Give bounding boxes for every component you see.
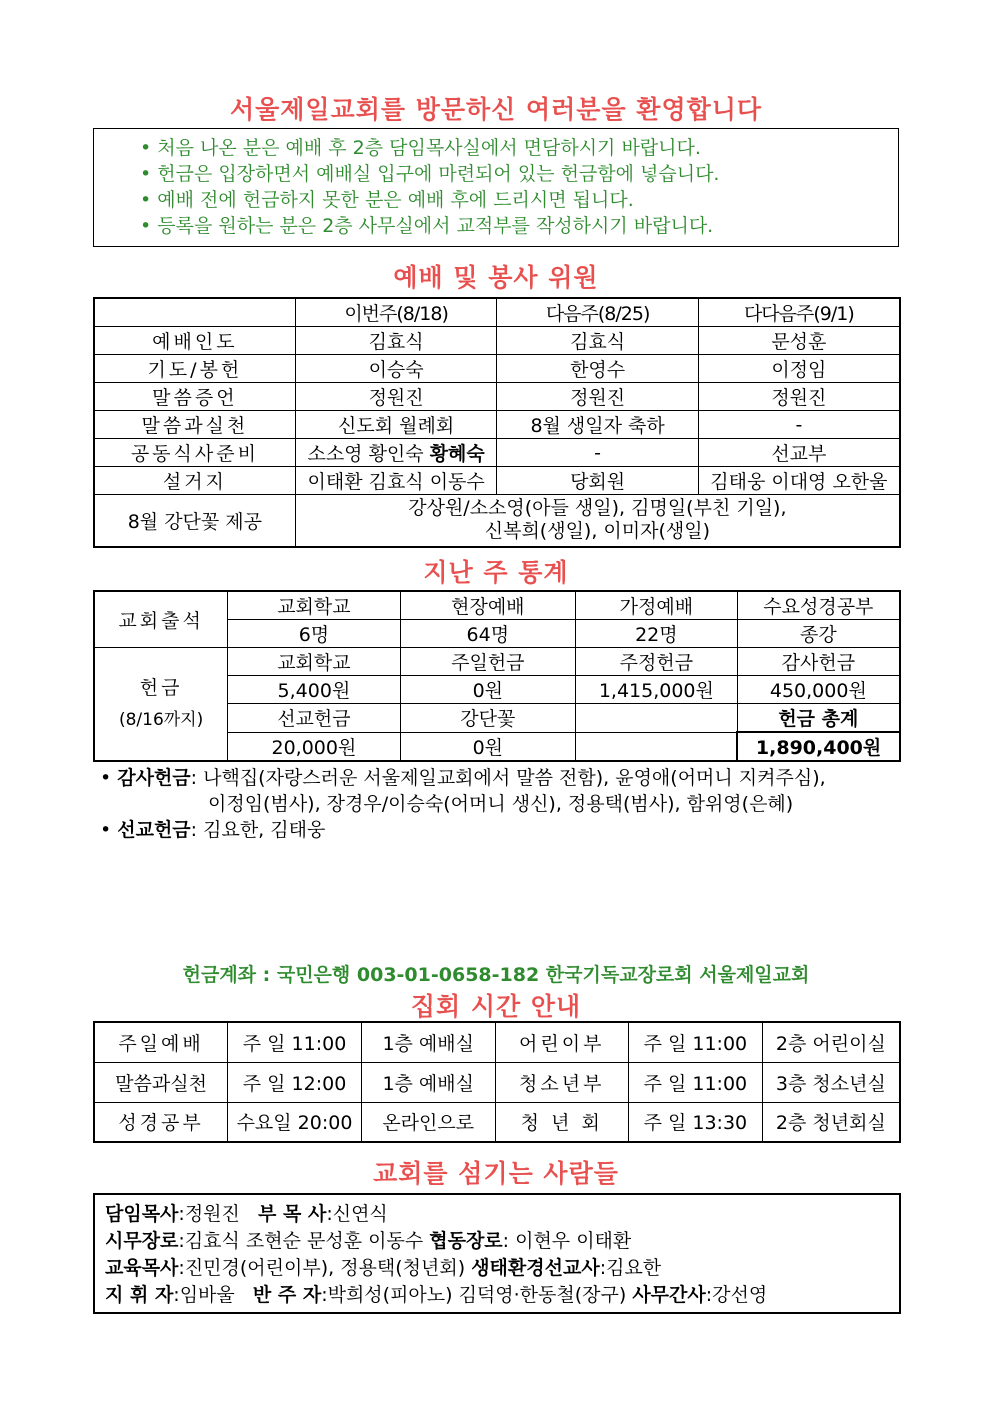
stats-row	[94, 591, 900, 620]
staff-role: 지 휘 자	[105, 1284, 174, 1306]
staff-role: 반 주 자	[252, 1284, 322, 1306]
mission-line: • 선교헌금: 김요한, 김태웅	[100, 819, 326, 841]
stats-header: 가정예배	[576, 591, 738, 620]
stats-value: 450,000원	[737, 676, 900, 704]
stats-table	[93, 590, 901, 762]
stats-header: 주일헌금	[400, 648, 575, 676]
schedule-cell: 2층 청년회실	[762, 1102, 900, 1142]
service-header: 다다음주(9/1)	[698, 298, 900, 327]
stats-value: 0원	[400, 732, 575, 761]
schedule-cell: 어린이부	[495, 1022, 629, 1062]
stats-header: 강단꽃	[400, 704, 575, 733]
service-header	[94, 298, 295, 327]
staff-title: 교회를 섬기는 사람들	[373, 1159, 619, 1188]
offering-label-cell	[94, 648, 228, 762]
meal-names: 소소영 황인숙	[307, 443, 430, 465]
staff-line	[105, 1201, 899, 1228]
staff-line	[105, 1255, 899, 1282]
offering-notes	[100, 765, 826, 843]
schedule-cell: 주 일 11:00	[629, 1062, 763, 1102]
service-role: 공동식사준비	[94, 439, 295, 467]
staff-line	[105, 1228, 899, 1255]
flower-line: 신복희(생일), 이미자(생일)	[484, 520, 711, 543]
service-cell: 김효식	[295, 327, 497, 355]
schedule-cell: 1층 예배실	[361, 1022, 495, 1062]
schedule-cell: 주 일 13:30	[629, 1102, 763, 1142]
staff-names: :김요한	[599, 1257, 662, 1279]
thanks-line-2: 이정임(범사), 장경우/이승숙(어머니 생신), 정용택(범사), 함위영(은혜)	[208, 793, 794, 815]
staff-role: 생태환경선교사	[471, 1257, 600, 1279]
service-row	[94, 355, 900, 383]
staff-names: :임바울	[173, 1284, 253, 1306]
stats-header: 주정헌금	[576, 648, 738, 676]
schedule-row	[94, 1062, 900, 1102]
stats-value: 20,000원	[228, 732, 400, 761]
stats-value: 종강	[737, 620, 900, 648]
service-cell: 선교부	[698, 439, 900, 467]
flower-row	[94, 495, 900, 547]
service-role: 기도/봉헌	[94, 355, 295, 383]
thanks-text: : 나핵집(자랑스러운 서울제일교회에서 말씀 전함), 윤영애(어머니 지켜주심),	[190, 767, 826, 789]
service-header: 다음주(8/25)	[497, 298, 698, 327]
service-cell: -	[698, 411, 900, 439]
service-cell: 김태웅 이대영 오한울	[698, 467, 900, 495]
service-role: 설거지	[94, 467, 295, 495]
staff-names: :진민경(어린이부), 정용택(청년회)	[178, 1257, 472, 1279]
service-cell: 문성훈	[698, 327, 900, 355]
stats-header: 수요성경공부	[737, 591, 900, 620]
service-role: 말씀증언	[94, 383, 295, 411]
staff-role: 담임목사	[105, 1203, 179, 1225]
schedule-cell: 1층 예배실	[361, 1062, 495, 1102]
flower-cell	[295, 495, 900, 547]
service-cell: 정원진	[497, 383, 698, 411]
stats-value: 5,400원	[228, 676, 400, 704]
welcome-item: • 헌금은 입장하면서 예배실 입구에 마련되어 있는 헌금함에 넣습니다.	[140, 163, 720, 185]
meal-bold-name: 황혜숙	[429, 443, 485, 465]
flower-label: 8월 강단꽃 제공	[94, 495, 295, 547]
service-cell: 한영수	[497, 355, 698, 383]
welcome-item: • 등록을 원하는 분은 2층 사무실에서 교적부를 작성하시기 바랍니다.	[140, 215, 714, 237]
service-cell: 김효식	[497, 327, 698, 355]
service-cell: 이정임	[698, 355, 900, 383]
schedule-cell: 주 일 11:00	[629, 1022, 763, 1062]
stats-header: 교회학교	[228, 648, 400, 676]
schedule-cell: 청 년 회	[495, 1102, 629, 1142]
schedule-title: 집회 시간 안내	[410, 992, 582, 1021]
schedule-cell: 주 일 11:00	[228, 1022, 362, 1062]
staff-role: 시무장로	[105, 1230, 179, 1252]
stats-value: 1,415,000원	[576, 676, 738, 704]
staff-names: :정원진	[178, 1203, 259, 1225]
stats-header: 선교헌금	[228, 704, 400, 733]
schedule-cell: 주 일 12:00	[228, 1062, 362, 1102]
welcome-item: • 예배 전에 헌금하지 못한 분은 예배 후에 드리시면 됩니다.	[140, 189, 634, 211]
mission-text: : 김요한, 김태웅	[190, 819, 326, 841]
schedule-cell: 3층 청소년실	[762, 1062, 900, 1102]
staff-role: 사무간사	[632, 1284, 706, 1306]
flower-line: 강상원/소소영(아들 생일), 김명일(부친 기일),	[408, 497, 787, 520]
stats-header: 감사헌금	[737, 648, 900, 676]
service-cell: 이태환 김효식 이동수	[295, 467, 497, 495]
service-row	[94, 383, 900, 411]
service-cell	[295, 439, 497, 467]
schedule-table	[93, 1021, 901, 1143]
schedule-cell: 성경공부	[94, 1102, 228, 1142]
schedule-cell: 말씀과실천	[94, 1062, 228, 1102]
stats-value: 22명	[576, 620, 738, 648]
offering-sub: (8/16까지)	[118, 710, 204, 730]
service-cell: 정원진	[698, 383, 900, 411]
service-header: 이번주(8/18)	[295, 298, 497, 327]
offering-label: 헌금	[139, 677, 183, 699]
stats-value: 6명	[228, 620, 400, 648]
service-title: 예배 및 봉사 위원	[393, 263, 599, 292]
thanks-label: 감사헌금	[117, 767, 191, 789]
service-cell: 당회원	[497, 467, 698, 495]
schedule-cell: 수요일 20:00	[228, 1102, 362, 1142]
thanks-line: • 감사헌금: 나핵집(자랑스러운 서울제일교회에서 말씀 전함), 윤영애(어머니 지켜주심),	[100, 767, 826, 789]
offering-account: 헌금계좌 : 국민은행 003-01-0658-182 한국기독교장로회 서울제일교회	[182, 964, 810, 986]
service-role: 말씀과실천	[94, 411, 295, 439]
service-row	[94, 467, 900, 495]
stats-value: 0원	[400, 676, 575, 704]
service-header-row	[94, 298, 900, 327]
service-cell: 이승숙	[295, 355, 497, 383]
service-cell: 8월 생일자 축하	[497, 411, 698, 439]
stats-title: 지난 주 통계	[423, 558, 569, 587]
mission-label: 선교헌금	[117, 819, 191, 841]
schedule-row	[94, 1022, 900, 1062]
stats-value	[576, 732, 738, 761]
staff-role: 협동장로	[429, 1230, 503, 1252]
total-value: 1,890,400원	[737, 732, 900, 761]
stats-header: 교회학교	[228, 591, 400, 620]
stats-row	[94, 648, 900, 676]
staff-names: :박희성(피아노) 김덕영·한동철(장구)	[321, 1284, 633, 1306]
stats-header	[576, 704, 738, 733]
staff-names: :김효식 조현순 문성훈 이동수	[178, 1230, 430, 1252]
service-role: 예배인도	[94, 327, 295, 355]
service-table	[93, 297, 901, 548]
service-cell: 신도회 월례회	[295, 411, 497, 439]
staff-names: :신연식	[326, 1203, 388, 1225]
staff-names: :강선영	[705, 1284, 768, 1306]
service-cell: -	[497, 439, 698, 467]
welcome-item: • 처음 나온 분은 예배 후 2층 담임목사실에서 면담하시기 바랍니다.	[140, 137, 701, 159]
schedule-cell: 2층 어린이실	[762, 1022, 900, 1062]
total-label: 헌금 총계	[737, 704, 900, 733]
service-row	[94, 327, 900, 355]
staff-line	[105, 1282, 899, 1309]
schedule-cell: 주일예배	[94, 1022, 228, 1062]
service-row	[94, 411, 900, 439]
staff-box	[93, 1193, 901, 1314]
attendance-label: 교회출석	[94, 591, 228, 648]
schedule-cell: 온라인으로	[361, 1102, 495, 1142]
schedule-row	[94, 1102, 900, 1142]
staff-names: : 이현우 이태환	[502, 1230, 632, 1252]
welcome-title: 서울제일교회를 방문하신 여러분을 환영합니다	[229, 95, 763, 124]
staff-role: 교육목사	[105, 1257, 179, 1279]
service-row	[94, 439, 900, 467]
schedule-cell: 청소년부	[495, 1062, 629, 1102]
stats-value: 64명	[400, 620, 575, 648]
service-cell: 정원진	[295, 383, 497, 411]
welcome-box	[93, 128, 899, 247]
staff-role: 부 목 사	[258, 1203, 327, 1225]
stats-header: 현장예배	[400, 591, 575, 620]
